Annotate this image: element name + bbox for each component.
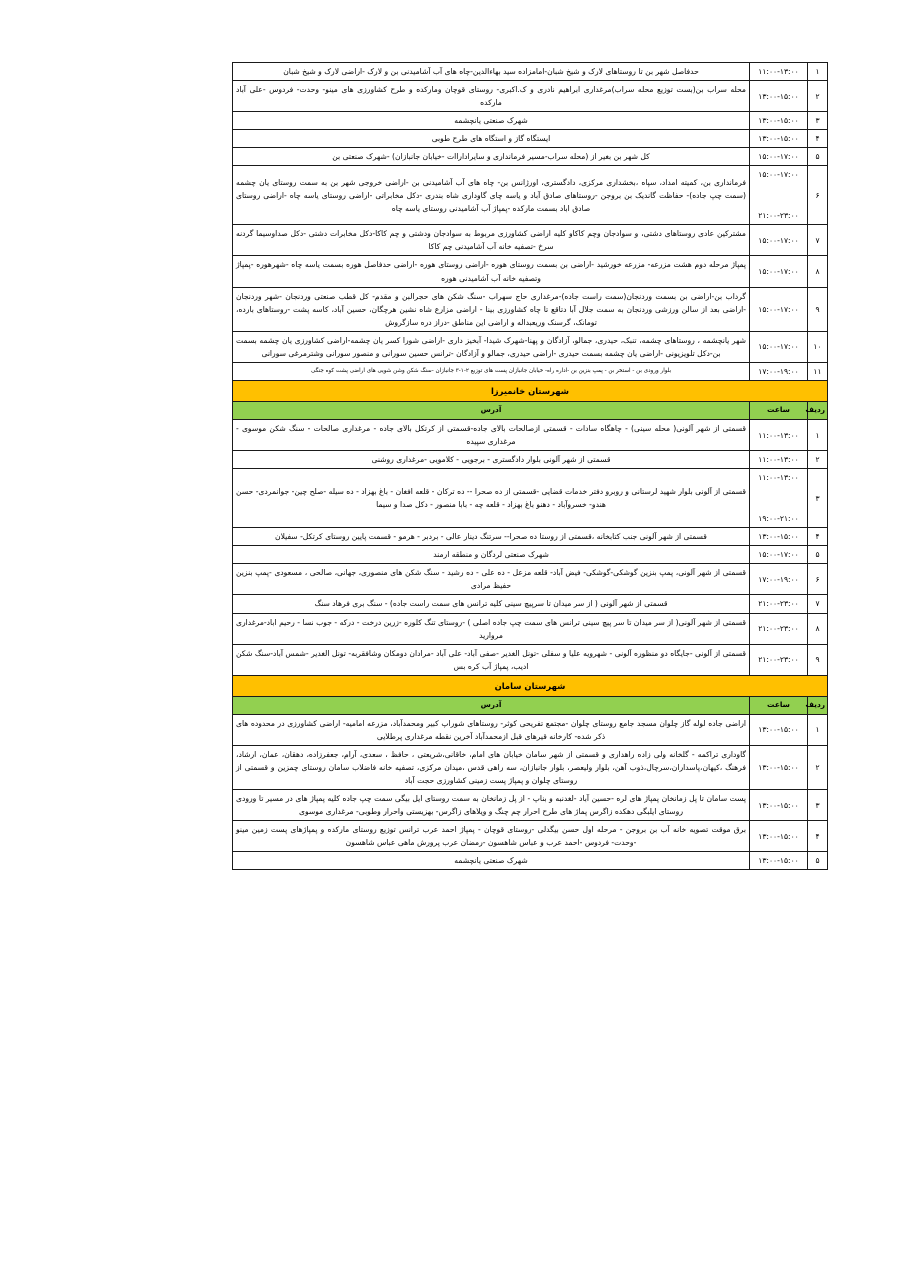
time-slot: ۱۵:۰۰-۱۷:۰۰ (758, 342, 799, 352)
table-row (233, 420, 828, 451)
table-row (233, 451, 828, 469)
row-number: ۳ (808, 112, 828, 130)
time-slot: ۱۷:۰۰-۱۹:۰۰ (758, 574, 799, 584)
row-number: ۱ (808, 63, 828, 81)
outage-address: شهرک صنعتی یانچشمه (233, 852, 750, 870)
outage-address: قسمتی از شهر آلونی بلوار دادگستری - برجویی - کلامویی -مرغداری روشنی (233, 451, 750, 469)
row-number: ۶ (808, 564, 828, 595)
row-number: ۹ (808, 287, 828, 331)
time-slot: ۱۱:۰۰-۱۳:۰۰ (758, 455, 799, 465)
time-slot: ۱۳:۰۰-۱۵:۰۰ (758, 134, 799, 144)
column-header-address: آدرس (233, 697, 750, 715)
time-slot: ۲۱:۰۰-۲۳:۰۰ (758, 624, 799, 634)
outage-time (750, 451, 808, 469)
time-slot: ۱۳:۰۰-۱۵:۰۰ (758, 800, 799, 810)
outage-time (750, 595, 808, 613)
row-number: ۳ (808, 469, 828, 528)
outage-address: گاوداری تراکمه - گلخانه ولی زاده راهداری و قسمتی از شهر سامان خیابان های امام، خاقانی،شریعتی ، حافظ ، سعدی، آرام، جعفرزاده، دهقان، عمان، ارشاد، فرهنگ ،کیهان،پاسداران،سرچال،ذوب آهن، بلوار ولیعصر، بلوار جانبازان، سه راهی قدس ،میدان مرکزی، تصفیه خانه فاضلاب سامان روستای چمزین و قسمتی از روستای چلوان و پمپاژ پست زمینی کشاورزی حجت آباد (233, 745, 750, 789)
table-row (233, 166, 828, 225)
table-row (233, 546, 828, 564)
row-number: ۷ (808, 595, 828, 613)
table-row (233, 564, 828, 595)
outage-time (750, 362, 808, 380)
table-row (233, 148, 828, 166)
row-number: ۳ (808, 790, 828, 821)
outage-time (750, 63, 808, 81)
outage-address: قسمتی از شهر آلونی( از سر میدان تا سر پیچ سینی ترانس های سمت چپ جاده اصلی ) -روستای تنگ کلوره -زرین درخت - درکه - جوب نسا - رحیم اباد-مرغداری مروارید (233, 613, 750, 644)
row-number: ۴ (808, 130, 828, 148)
outage-address: ایستگاه گاز و استگاه های طرح طوبی (233, 130, 750, 148)
outage-address: شهرک صنعتی لردگان و منطقه ارمند (233, 546, 750, 564)
table-row (233, 362, 828, 380)
table-row (233, 225, 828, 256)
outage-time (750, 130, 808, 148)
table-row (233, 331, 828, 362)
table-row (233, 112, 828, 130)
outage-time (750, 112, 808, 130)
outage-time (750, 821, 808, 852)
outage-address: قسمتی از آلونی -جایگاه دو منظوره آلونی - شهرویه علیا و سفلی -تونل الغدیر -صفی آباد- علی آباد -مرادان دومکان وشافقربه- تونل الغدیر -شمس آباد-سنگ شکن ادیب، پمپاژ آب کره بس (233, 644, 750, 675)
time-slot: ۲۱:۰۰-۲۳:۰۰ (758, 655, 799, 665)
outage-address: پمپاژ مرحله دوم هشت مزرعه- مزرعه خورشید -اراضی بن بسمت روستای هوره -اراضی روستای هوره -اراضی حدفاصل هوره بسمت یاسه چاه -شهرهوره -پمپاژ وتصفیه خانه آب آشامیدنی هوره (233, 256, 750, 287)
table-row (233, 528, 828, 546)
outage-time (750, 420, 808, 451)
row-number: ۴ (808, 821, 828, 852)
column-header-row (233, 697, 828, 715)
table-row (233, 714, 828, 745)
outage-time (750, 745, 808, 789)
table-row (233, 63, 828, 81)
outage-time (750, 528, 808, 546)
row-number: ۴ (808, 528, 828, 546)
time-slot: ۱۳:۰۰-۱۵:۰۰ (758, 532, 799, 542)
outage-time (750, 81, 808, 112)
outage-address: گرداب بن-اراضی بن بسمت وردنجان(سمت راست جاده)-مرغداری حاج سهراب -سنگ شکن های حجرالبن و مقدم- کل قطب صنعتی وردنجان -شهر وردنجان -اراضی بعد از سالن ورزشی وردنجان به سمت جلال آبا دتاقع تا چاه کشاورزی بینا - اراضی مزارع شاه نشین هرچگان، حسین آباد، کاسه پشت -روستاهای بارده، تومانک، گرسنک وریعبداله و اراضی این مناطق -دراز دره سازگروش (233, 287, 750, 331)
section-title: شهرستان خانمیرزا (233, 380, 828, 401)
section-title-row (233, 380, 828, 401)
row-number: ۷ (808, 225, 828, 256)
row-number: ۲ (808, 81, 828, 112)
row-number: ۱۰ (808, 331, 828, 362)
time-slot: ۱۵:۰۰-۱۷:۰۰ (758, 152, 799, 162)
outage-address: شهرک صنعتی یانچشمه (233, 112, 750, 130)
time-slot: ۱۳:۰۰-۱۵:۰۰ (758, 856, 799, 866)
time-slot: ۱۳:۰۰-۱۵:۰۰ (758, 116, 799, 126)
outage-time (750, 166, 808, 225)
outage-address: شهر یانچشمه ، روستاهای چشمه، تنبک، حیدری، جمالو، آزادگان و پهنا-شهرک شیدا- آبخیز داری -اراضی شورا کسر یان چشمه-اراضی کشاورزی یان چشمه بسمت بن-دکل تلویزیونی -اراضی یان چشمه بسمت حیدری -اراضی حیدری، جمالو و آزادگان -ترانس حسین سورانی و منصور سورانی وشترمرغی سورانی (233, 331, 750, 362)
time-slot: ۱۷:۰۰-۱۹:۰۰ (758, 366, 799, 376)
time-slot: ۱۵:۰۰-۱۷:۰۰ (758, 235, 799, 245)
table-row (233, 287, 828, 331)
table-row (233, 130, 828, 148)
outage-time (750, 225, 808, 256)
row-number: ۶ (808, 166, 828, 225)
row-number: ۲ (808, 745, 828, 789)
column-header-row (233, 402, 828, 420)
outage-time (750, 564, 808, 595)
outage-address: کل شهر بن بغیر از (محله سراب-مسیر فرمانداری و سایراداراات -خیابان جانبازان) -شهرک صنعتی بن (233, 148, 750, 166)
table-row (233, 469, 828, 528)
outage-address: قسمتی از آلونی بلوار شهید لرستانی و روبرو دفتر خدمات قضایی -قسمتی از ده صحرا -- ده ترکان - قلعه افغان - باغ بهزاد - ده سیله -صلح چین- جوانمردی- حسن هندو- خسروآباد - دهنو باغ بهزاد - قلعه چه - بابا منصور - دکل صدا و سیما (233, 469, 750, 528)
row-number: ۸ (808, 613, 828, 644)
outage-time (750, 613, 808, 644)
time-slot: ۲۱:۰۰-۲۳:۰۰ (758, 211, 799, 221)
outage-address: قسمتی از شهر آلونی، پمپ بنزین گوشکی-گوشکی- فیض آباد- قلعه مزعل - ده علی - ده رشید - سنگ شکن های منصوری، جهانی، صالحی ، مسعودی -پمپ بنزین حفیظ مرادی (233, 564, 750, 595)
row-number: ۵ (808, 148, 828, 166)
outage-address: قسمتی از شهر آلونی( محله سینی) - چاهگاه سادات - قسمتی ازصالحات بالای جاده-قسمتی از کرتکل بالای جاده - مرغداری صالحات - سنگ شکن موسوی - مرغداری سپیده (233, 420, 750, 451)
table-row (233, 821, 828, 852)
table-row (233, 256, 828, 287)
outage-time (750, 148, 808, 166)
table-row (233, 852, 828, 870)
time-slot: ۲۱:۰۰-۲۳:۰۰ (758, 599, 799, 609)
time-slot: ۱۵:۰۰-۱۷:۰۰ (758, 170, 799, 180)
table-row (233, 745, 828, 789)
time-slot: ۱۱:۰۰-۱۳:۰۰ (758, 430, 799, 440)
column-header-time: ساعت (750, 402, 808, 420)
time-slot: ۱۳:۰۰-۱۵:۰۰ (758, 763, 799, 773)
outage-time (750, 287, 808, 331)
time-slot: ۱۹:۰۰-۲۱:۰۰ (758, 514, 799, 524)
row-number: ۵ (808, 546, 828, 564)
outage-address: پست سامان تا پل زمانخان پمپاژ های لره -حسین آباد -لغدنبه و بناپ - از پل زمانخان به سمت روستای ایل بیگی سمت چپ جاده کلیه پمپاژ های در مسیر تا ورودی روستای ایلبگی دهکده زاگرس پماژ های طرح احرار چم چنگ و ویلاهای زاگرس- بهزیستی واحرار وطوبی- مرغداری موسوی (233, 790, 750, 821)
outage-address: قسمتی از شهر آلونی جنب کتابخانه ،قسمتی از روستا ده صحرا-- سرتنگ دینار عالی - بردبر - هرمو - قسمت پایین روستای کرتکل- سفیلان (233, 528, 750, 546)
outage-time (750, 644, 808, 675)
row-number: ۲ (808, 451, 828, 469)
section-title-row (233, 675, 828, 696)
column-header-no: ردیف (808, 402, 828, 420)
outage-time (750, 546, 808, 564)
row-number: ۱ (808, 714, 828, 745)
outage-schedule-table (232, 62, 828, 870)
row-number: ۱۱ (808, 362, 828, 380)
outage-time (750, 852, 808, 870)
time-slot: ۱۵:۰۰-۱۷:۰۰ (758, 550, 799, 560)
outage-address: فرمانداری بن، کمیته امداد، سپاه ،بخشداری مرکزی، دادگستری، اورژانس بن- چاه های آب آشامیدنی بن -اراضی خروجی شهر بن به سمت روستای یان چشمه (سمت چپ جاده)- حفاظت گاندیک بن بروجن -روستاهای صادق آباد و یاسه چای گاوداری شاه بندری -دکل مخابراتی -اراضی روستای یاسه چاه -اراضی روستای صادق اباد بسمت مارکده -پمپاژ آب آشامیدنی روستای یاسه چاه (233, 166, 750, 225)
time-slot: ۱۱:۰۰-۱۳:۰۰ (758, 473, 799, 483)
time-slot: ۱۳:۰۰-۱۵:۰۰ (758, 91, 799, 101)
outage-time (750, 256, 808, 287)
row-number: ۹ (808, 644, 828, 675)
column-header-time: ساعت (750, 697, 808, 715)
table-row (233, 613, 828, 644)
time-slot: ۱۵:۰۰-۱۷:۰۰ (758, 266, 799, 276)
table-row (233, 595, 828, 613)
outage-address: قسمتی از شهر آلونی ( از سر میدان تا سرپیچ سینی کلیه ترانس های سمت راست جاده) - سنگ بری فرهاد سنگ (233, 595, 750, 613)
section-title: شهرستان سامان (233, 675, 828, 696)
time-slot: ۱۱:۰۰-۱۳:۰۰ (758, 67, 799, 76)
outage-schedule-sheet (232, 62, 828, 870)
row-number: ۱ (808, 420, 828, 451)
table-row (233, 790, 828, 821)
time-slot: ۱۵:۰۰-۱۷:۰۰ (758, 304, 799, 314)
outage-address: اراضی جاده لوله گاز چلوان مسجد جامع روستای چلوان -مجتمع تفریحی کوثر- روستاهای شوراپ کبیر ومحمدآباد، مزرعه امامیه- اراضی کشاورزی در محدوده های ذکر شده- کارخانه قیرهای قبل ازمحمدآباد آخرین نقطه مرغداری پرطلایی (233, 714, 750, 745)
column-header-no: ردیف (808, 697, 828, 715)
row-number: ۸ (808, 256, 828, 287)
outage-address: بلوار ورودی بن - استخر بن - پمپ بنزین بن -اداره راه- خیابان جانبازان پست های توزیع ۲-۱-۳ جانبازان -سنگ شکن وشن شویی های اراضی پشت کوه جنگی (233, 362, 750, 380)
outage-time (750, 331, 808, 362)
column-header-address: آدرس (233, 402, 750, 420)
outage-address: مشترکین عادی روستاهای دشتی، و سوادجان وچم کاکاو کلیه اراضی کشاورزی مربوط به سوادجان ودشتی و چم کاکا-دکل مخابرات دشتی -دکل صداوسیما گردنه سرخ -تصفیه خانه آب آشامیدنی چم کاکا (233, 225, 750, 256)
outage-time (750, 714, 808, 745)
outage-time (750, 469, 808, 528)
outage-time (750, 790, 808, 821)
outage-address: حدفاصل شهر بن تا روستاهای لارک و شیخ شبان-امامزاده سید بهاءالدین-چاه های آب آشامیدنی بن و لارک -اراضی لارک و شیخ شبان (233, 63, 750, 81)
table-row (233, 81, 828, 112)
outage-address: برق موقت تصویه خانه آب بن بروجن - مرحله اول حسن بیگدلی -روستای قوچان - پمپاژ احمد عرب ترانس توزیع روستای مارکده و پمپاژهای پست زمین مینو -وحدت- فردوس -احمد عرب و عباس شاهسون -رمضان عرب پرورش ماهی عباس شاهسون (233, 821, 750, 852)
outage-address: محله سراب بن(بست توزیع محله سراب)مرغداری ابراهیم نادری و ک.اکبری- روستای قوچان ومارکده و طرح کشاورزی های مینو- وحدت- فردوس -علی آباد مارکده (233, 81, 750, 112)
table-row (233, 644, 828, 675)
time-slot: ۱۳:۰۰-۱۵:۰۰ (758, 831, 799, 841)
row-number: ۵ (808, 852, 828, 870)
time-slot: ۱۳:۰۰-۱۵:۰۰ (758, 725, 799, 735)
